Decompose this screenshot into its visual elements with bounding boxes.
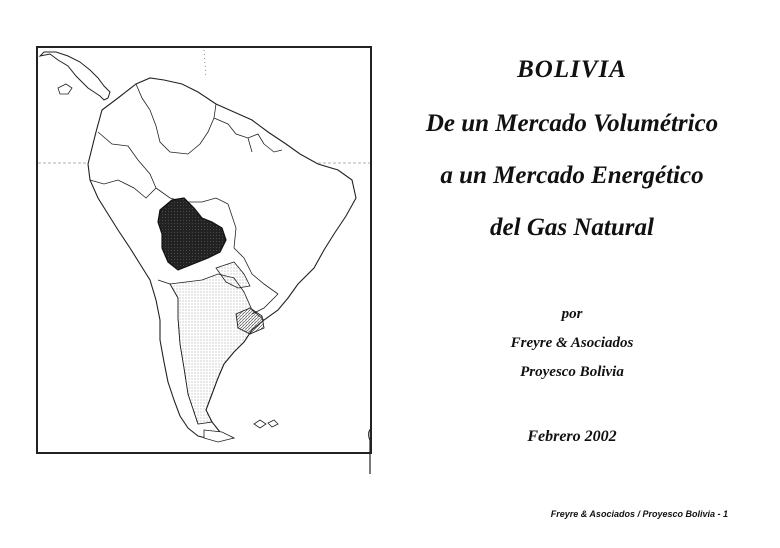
title-line-1: De un Mercado Volumétrico	[425, 110, 719, 137]
page-footer: Freyre & Asociados / Proyesco Bolivia - 1	[550, 509, 728, 519]
binding-mark	[366, 426, 376, 474]
author-proyesco: Proyesco Bolivia	[520, 364, 624, 380]
date-label: Febrero 2002	[527, 428, 617, 445]
by-label: por	[561, 306, 583, 322]
title-line-2: a un Mercado Energético	[440, 162, 704, 189]
south-america-map	[36, 46, 372, 454]
author-block	[392, 300, 752, 387]
title-block	[392, 56, 752, 254]
author-freyre: Freyre & Asociados	[510, 335, 634, 351]
title-line-3: del Gas Natural	[490, 214, 654, 241]
title-bolivia: BOLIVIA	[517, 56, 627, 83]
map-illustration	[38, 48, 370, 452]
